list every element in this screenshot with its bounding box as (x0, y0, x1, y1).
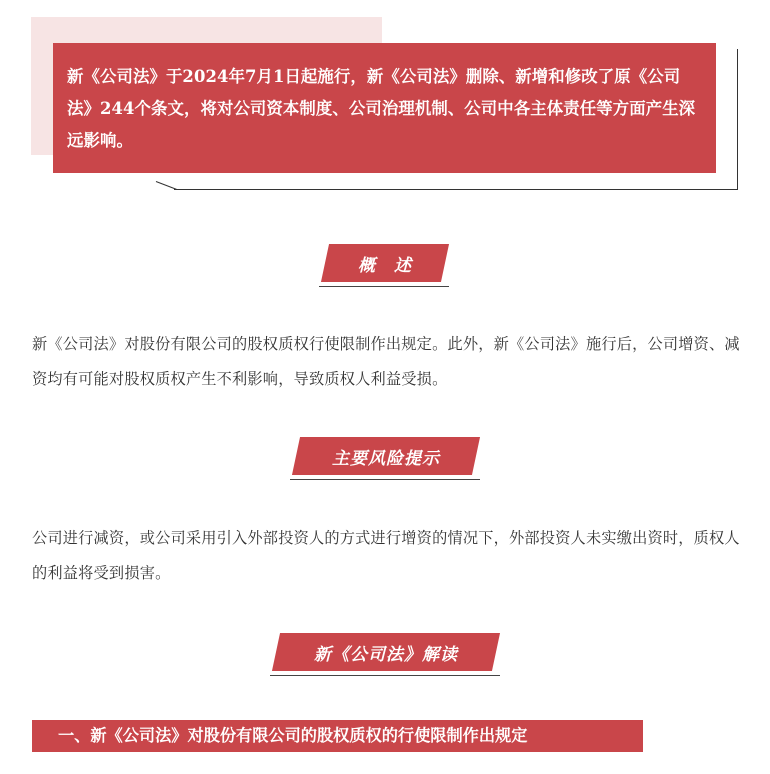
heading-underline (270, 675, 500, 676)
heading-label: 概 述 (358, 255, 412, 276)
risk-text: 公司进行减资，或公司采用引入外部投资人的方式进行增资的情况下，外部投资人未实缴出资时，质权人的利益将受到损害。 (32, 529, 740, 582)
section-heading-overview (325, 244, 445, 282)
heading-underline (319, 286, 449, 287)
heading-underline (290, 479, 480, 480)
heading-label: 新《公司法》解读 (314, 644, 458, 665)
section-heading-interpretation (276, 633, 496, 671)
sub-banner (32, 720, 643, 752)
intro-frame-corner (156, 181, 177, 190)
intro-text: 新《公司法》于2024年7月1日起施行，新《公司法》删除、新增和修改了原《公司法》244个条文，将对公司资本制度、公司治理机制、公司中各主体责任等方面产生深远影响。 (67, 67, 696, 150)
intro-frame-right (737, 49, 738, 190)
heading-label: 主要风险提示 (332, 448, 440, 469)
intro-box (53, 43, 716, 173)
intro-frame-bottom (174, 189, 738, 190)
overview-paragraph (32, 327, 740, 397)
overview-text: 新《公司法》对股份有限公司的股权质权行使限制作出规定。此外，新《公司法》施行后，公司增资、减资均有可能对股权质权产生不利影响，导致质权人利益受损。 (32, 335, 740, 388)
sub-banner-text: 一、新《公司法》对股份有限公司的股权质权的行使限制作出规定 (58, 726, 528, 745)
section-heading-risk (296, 437, 476, 475)
risk-paragraph (32, 521, 740, 591)
